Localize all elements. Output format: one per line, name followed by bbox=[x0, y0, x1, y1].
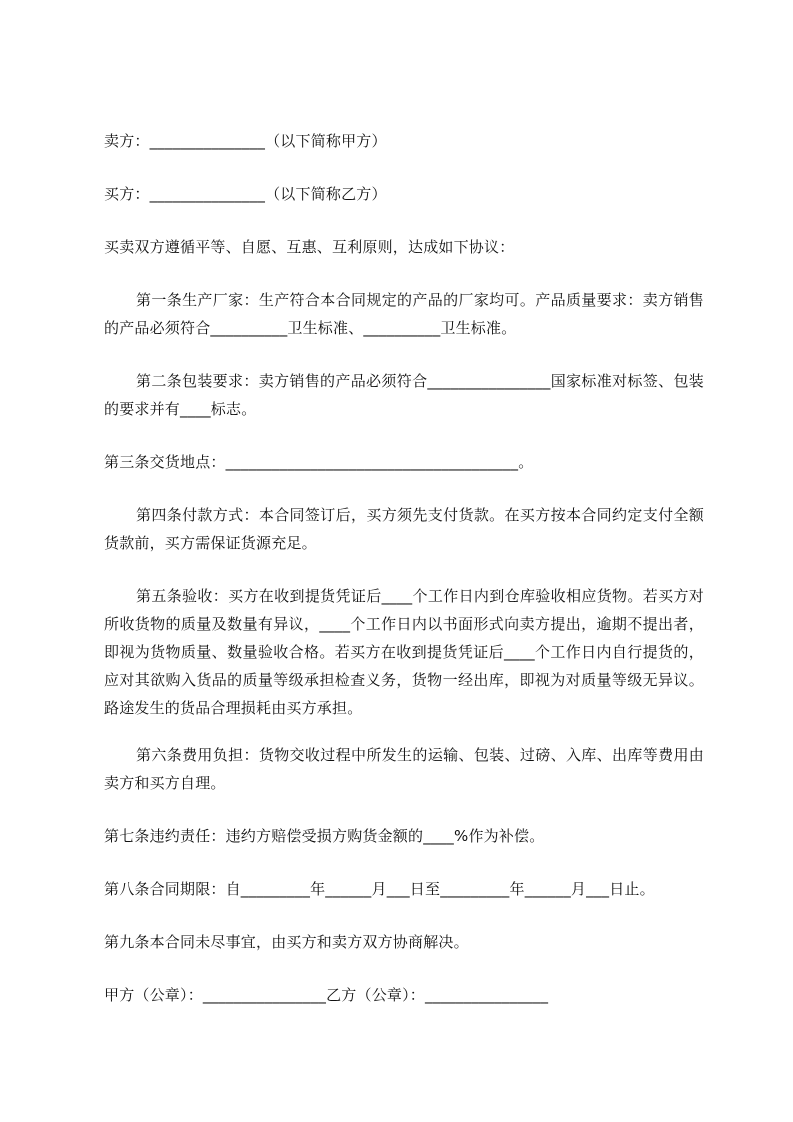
seller-line: 卖方：_______________（以下简称甲方） bbox=[104, 132, 387, 150]
clause-2: 第二条包装要求：卖方销售的产品必须符合________________国家标准对标签、包装的要求并有____标志。 bbox=[104, 372, 704, 418]
clause-6: 第六条费用负担：货物交收过程中所发生的运输、包装、过磅、入库、出库等费用由卖方和买方自理。 bbox=[104, 746, 704, 792]
clause-5: 第五条验收：买方在收到提货凭证后____个工作日内到仓库验收相应货物。若买方对所收货物的质量及数量有异议，____个工作日内以书面形式向卖方提出，逾期不提出者，即视为货物质量、数量验收合格。若买方在收到提货凭证后____个工作日内自行提货的，应对其欲购入货品的质量等级承担检查义务，货物一经出库，即视为对质量等级无异议。路途发生的货品合理损耗由买方承担。 bbox=[104, 587, 704, 717]
clause-9: 第九条本合同未尽事宜，由买方和卖方双方协商解决。 bbox=[104, 933, 469, 951]
clause-8: 第八条合同期限：自_________年______月___日至_________年______月___日止。 bbox=[104, 880, 655, 898]
clause-4: 第四条付款方式：本合同签订后，买方须先支付货款。在买方按本合同约定支付全额货款前，买方需保证货源充足。 bbox=[104, 506, 704, 552]
signature-line: 甲方（公章）：________________乙方（公章）：________________ bbox=[104, 986, 549, 1004]
buyer-line: 买方：_______________（以下简称乙方） bbox=[104, 185, 387, 203]
agreement-intro: 买卖双方遵循平等、自愿、互惠、互利原则，达成如下协议： bbox=[104, 238, 515, 256]
clause-1: 第一条生产厂家：生产符合本合同规定的产品的厂家均可。产品质量要求：卖方销售的产品必须符合__________卫生标准、__________卫生标准。 bbox=[104, 291, 704, 337]
clause-7: 第七条违约责任：违约方赔偿受损方购货金额的____%作为补偿。 bbox=[104, 827, 545, 845]
clause-3: 第三条交货地点：______________________________________。 bbox=[104, 453, 534, 471]
